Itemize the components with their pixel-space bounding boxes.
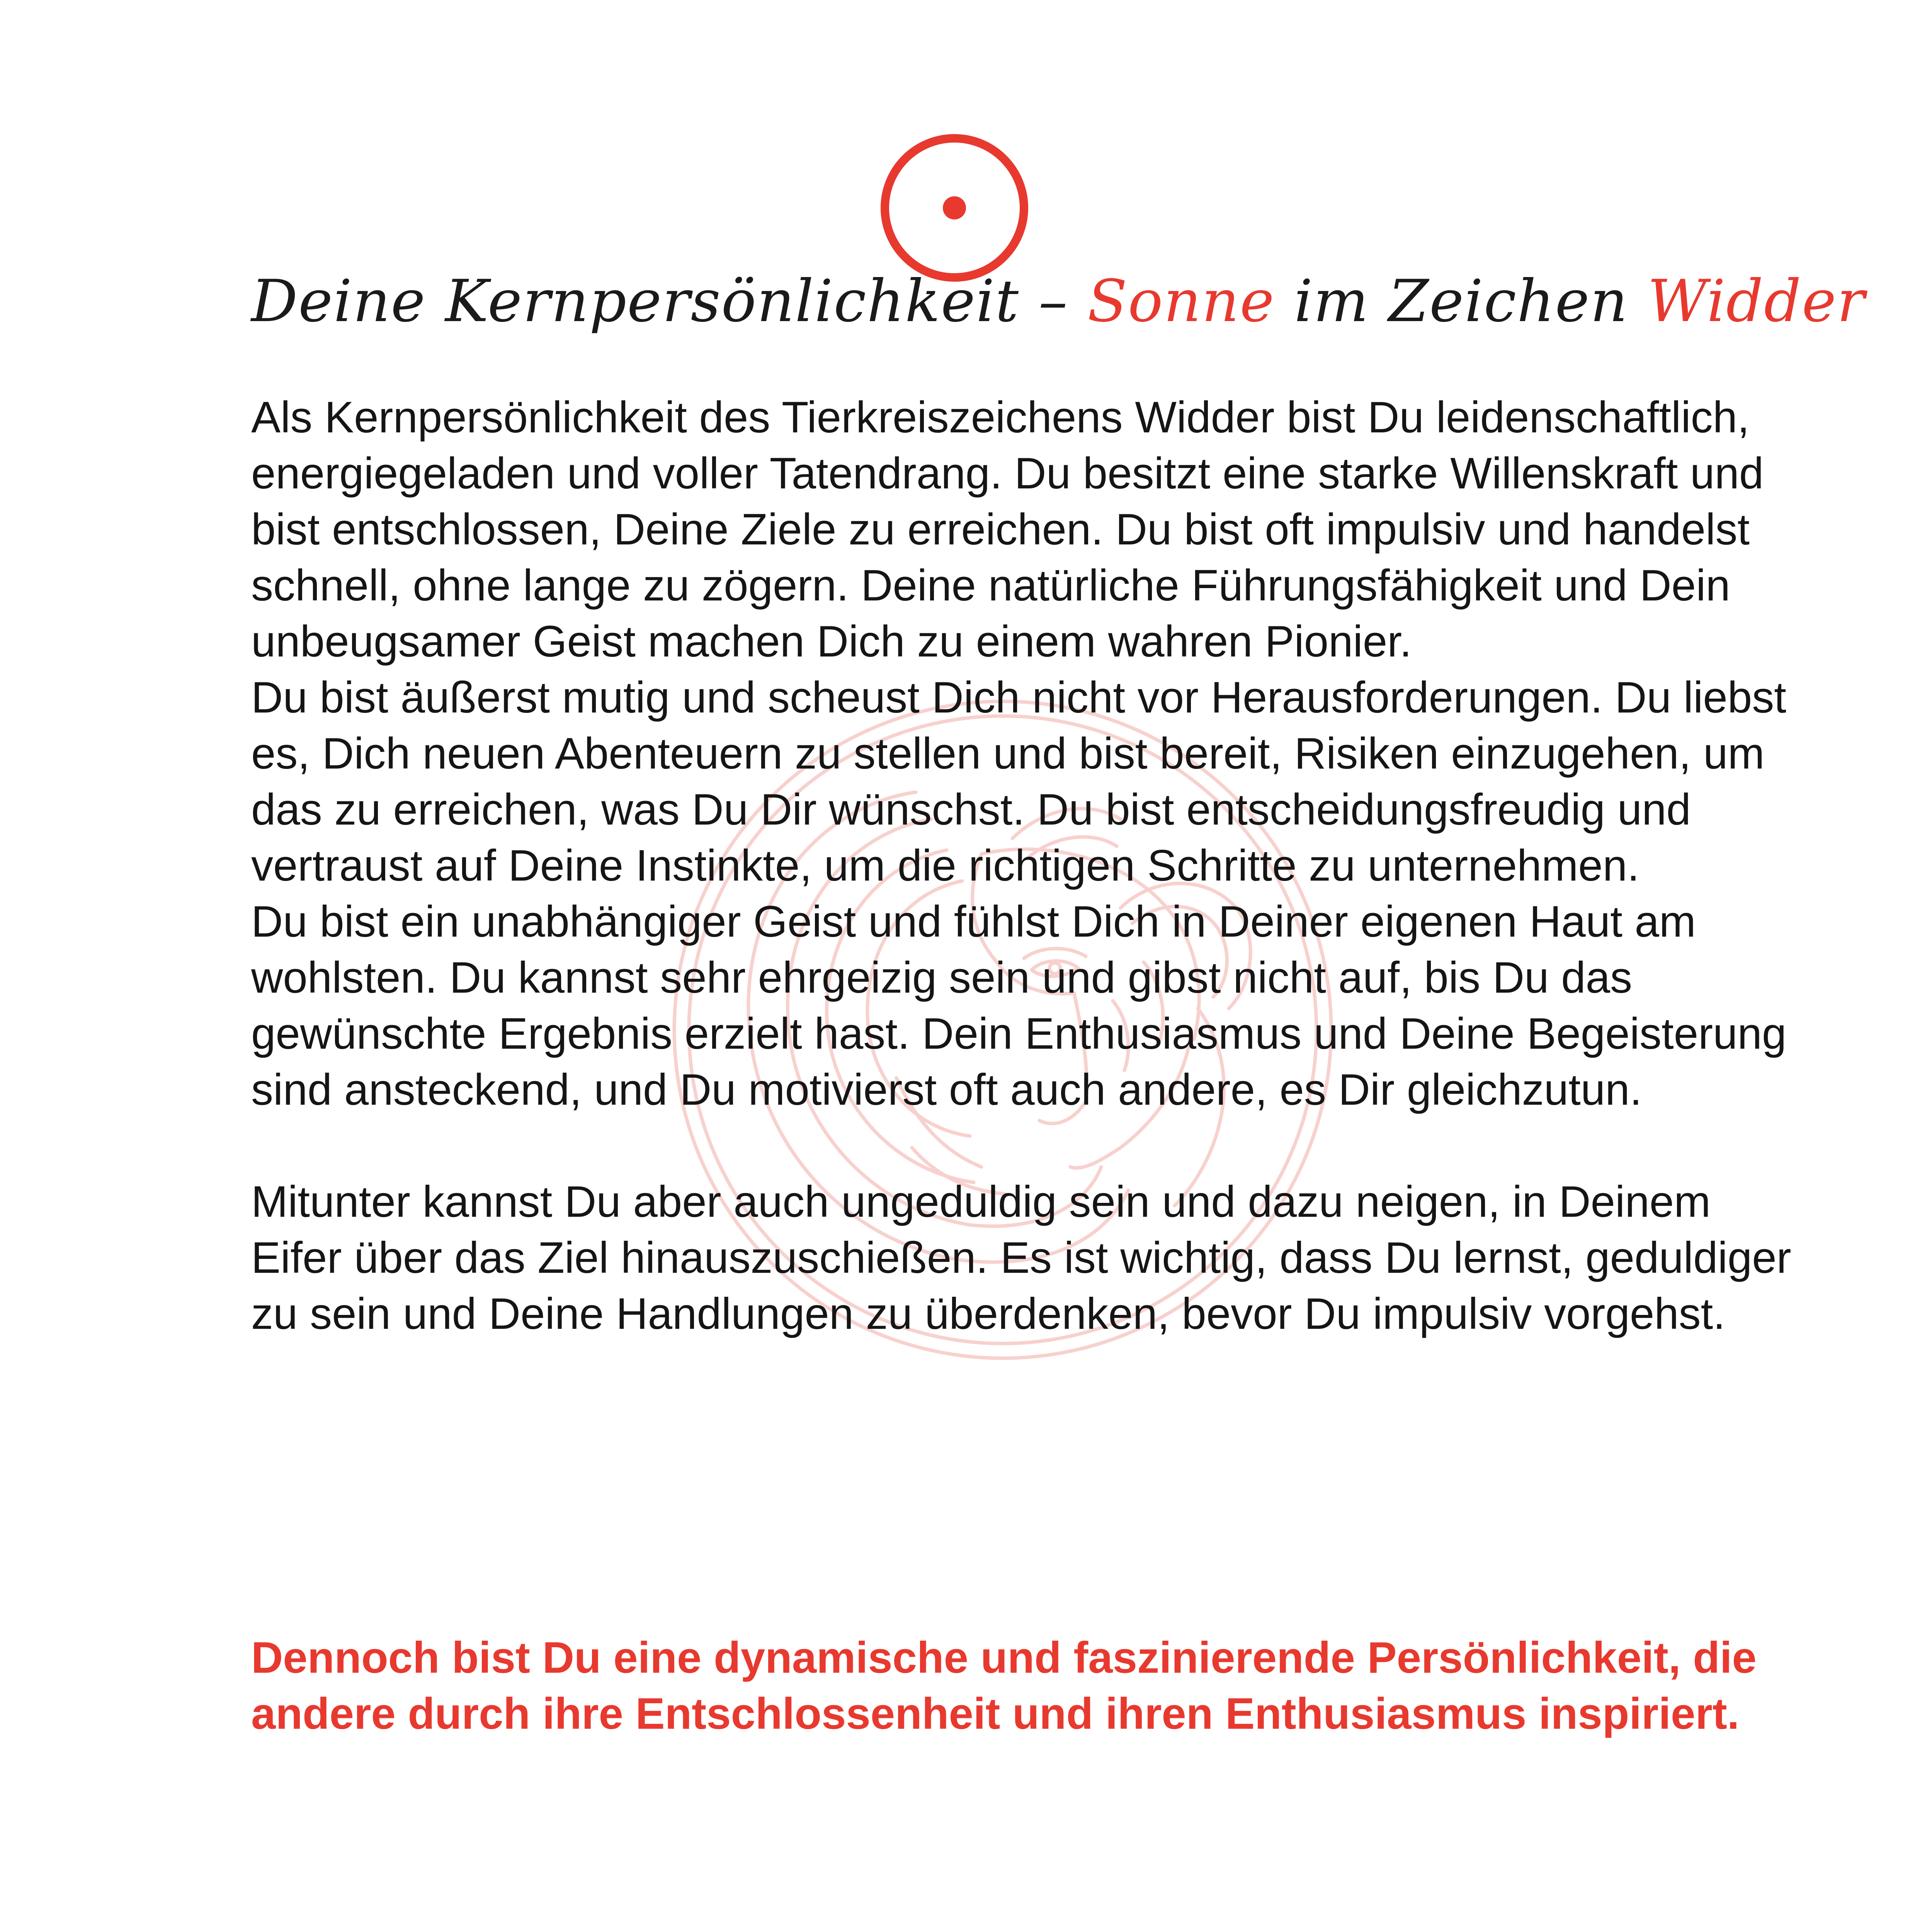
closing-statement: Dennoch bist Du eine dynamische und faszinierende Persönlichkeit, die andere durch ihre Entschlossenheit und ihren Enthusiasmus inspiriert. bbox=[251, 1633, 1757, 1738]
aries-symbol-icon bbox=[784, 1866, 1236, 1932]
paragraph-3: Du bist ein unabhängiger Geist und fühlst Dich in Deiner eigenen Haut am wohlsten. Du kannst sehr ehrgeizig sein und gibst nicht auf, bis Du das gewünschte Ergebnis erzielt hast. Dein Enthusiasmus und Deine Begeisterung sind ansteckend, und Du motivierst oft auch andere, es Dir gleichzutun. bbox=[251, 897, 1787, 1114]
title-sign: Widder bbox=[1647, 268, 1866, 335]
title-sun: Sonne bbox=[1087, 268, 1275, 335]
paragraph-4: Mitunter kannst Du aber auch ungeduldig sein und dazu neigen, in Deinem Eifer über das Ziel hinauszuschießen. Es ist wichtig, dass Du lernst, geduldiger zu sein und Deine Handlungen zu überdenken, bevor Du impulsiv vorgehst. bbox=[251, 1177, 1791, 1338]
paragraph-2: Du bist äußerst mutig und scheust Dich nicht vor Herausforderungen. Du liebst es, Dich neuen Abenteuern zu stellen und bist bereit, Risiken einzugehen, um das zu erreichen, was Du Dir wünschst. Du bist entscheidungsfreudig und vertraust auf Deine Instinkte, um die richtigen Schritte zu unternehmen. bbox=[251, 673, 1786, 890]
paragraph-gap bbox=[251, 1118, 1797, 1174]
page-title bbox=[251, 251, 1866, 352]
title-part-3: im Zeichen bbox=[1275, 268, 1648, 335]
body-text bbox=[251, 389, 1797, 1342]
paragraph-1: Als Kernpersönlichkeit des Tierkreiszeichens Widder bist Du leidenschaftlich, energiegeladen und voller Tatendrang. Du besitzt eine starke Willenskraft und bist entschlossen, Deine Ziele zu erreichen. Du bist oft impulsiv und handelst schnell, ohne lange zu zögern. Deine natürliche Führungsfähigkeit und Dein unbeugsamer Geist machen Dich zu einem wahren Pionier. bbox=[251, 393, 1764, 666]
title-part-1: Deine Kernpersönlichkeit – bbox=[251, 268, 1088, 335]
